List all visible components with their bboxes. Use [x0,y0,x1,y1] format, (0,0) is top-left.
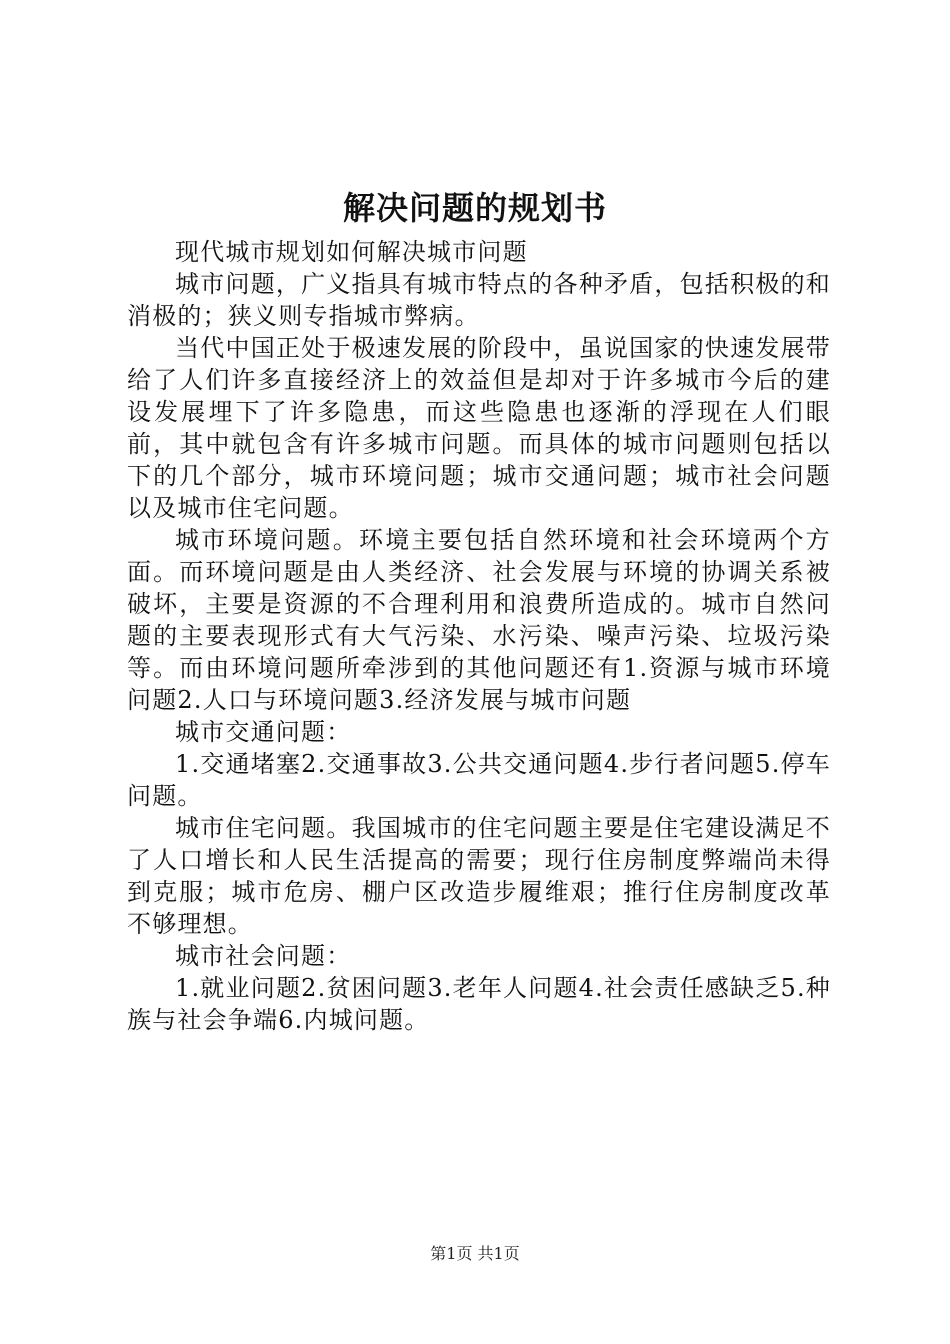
social-heading-paragraph: 城市社会问题： [175,942,352,970]
housing-paragraph: 城市住宅问题。我国城市的住宅问题主要是住宅建设满足不了人口增长和人民生活提高的需要；现行住房制度弊端尚未得到克服；城市危房、棚户区改造步履维艰；推行住房制度改革不够理想。 [127,814,831,938]
traffic-list-paragraph: 1.交通堵塞2.交通事故3.公共交通问题4.步行者问题5.停车问题。 [127,750,831,810]
document-title: 解决问题的规划书 [342,189,607,227]
subtitle-paragraph: 现代城市规划如何解决城市问题 [175,238,528,266]
traffic-heading-paragraph: 城市交通问题： [175,718,352,746]
document-body [127,236,831,1036]
environment-paragraph: 城市环境问题。环境主要包括自然环境和社会环境两个方面。而环境问题是由人类经济、社会发展与环境的协调关系被破坏，主要是资源的不合理利用和浪费所造成的。城市自然问题的主要表现形式有大气污染、水污染、噪声污染、垃圾污染等。而由环境问题所牵涉到的其他问题还有1.资源与城市环境问题2.人口与环境问题3.经济发展与城市问题 [127,526,831,714]
definition-paragraph: 城市问题，广义指具有城市特点的各种矛盾，包括积极的和消极的；狭义则专指城市弊病。 [127,270,831,330]
social-list-paragraph: 1.就业问题2.贫困问题3.老年人问题4.社会责任感缺乏5.种族与社会争端6.内城问题。 [127,974,831,1034]
overview-paragraph: 当代中国正处于极速发展的阶段中，虽说国家的快速发展带给了人们许多直接经济上的效益但是却对于许多城市今后的建设发展埋下了许多隐患，而这些隐患也逐渐的浮现在人们眼前，其中就包含有许多城市问题。而具体的城市问题则包括以下的几个部分，城市环境问题；城市交通问题；城市社会问题以及城市住宅问题。 [127,334,831,522]
page-footer: 第1页 共1页 [430,1244,520,1263]
